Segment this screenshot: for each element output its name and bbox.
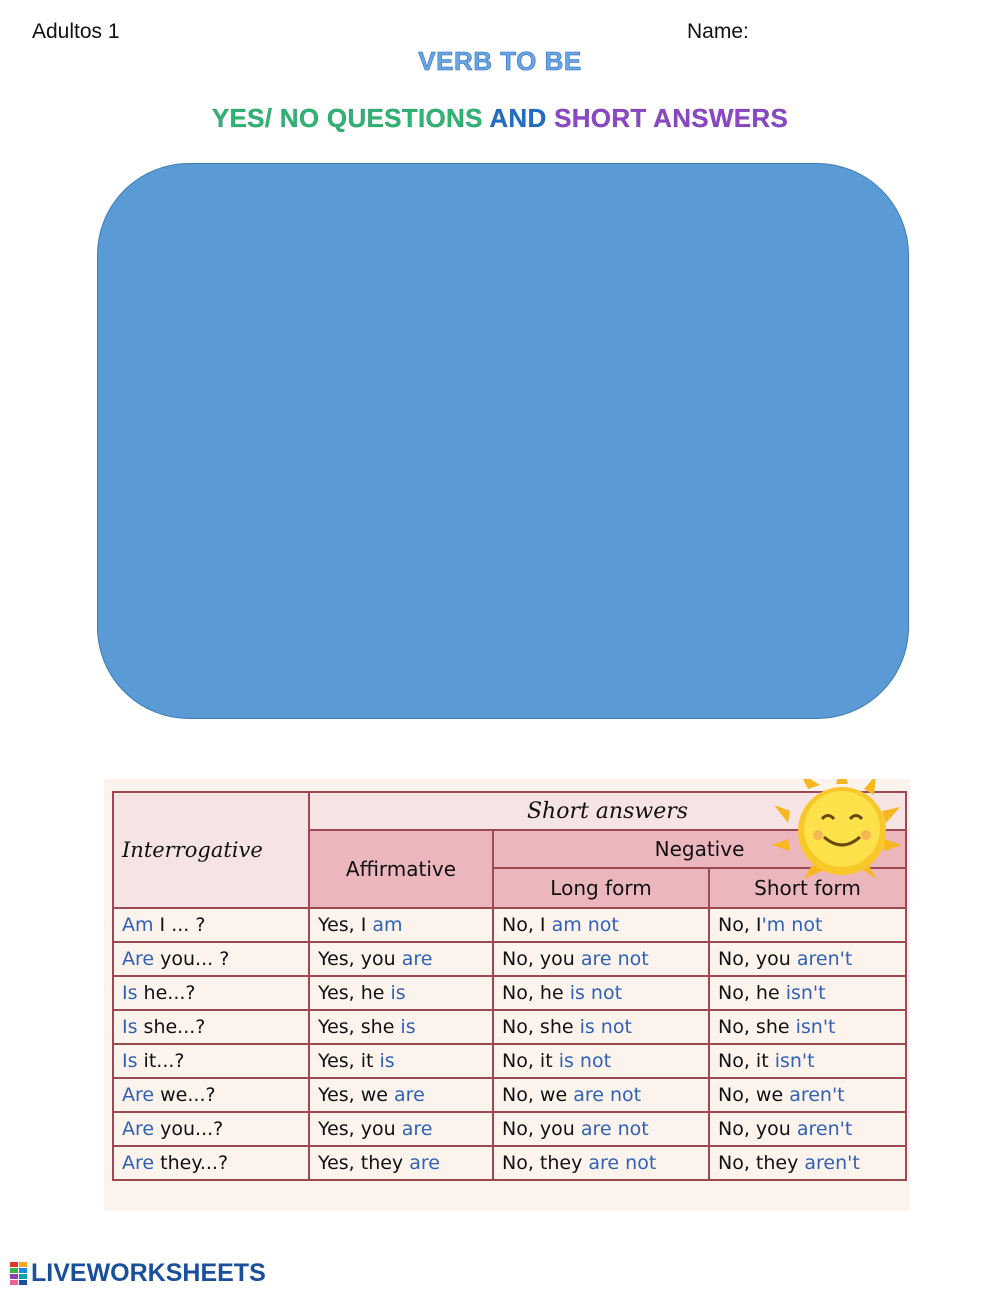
cell-long-form xyxy=(493,908,709,942)
brand-name: LIVEWORKSHEETS xyxy=(31,1259,266,1287)
question-subject: they...? xyxy=(154,1152,229,1174)
question-subject: she...? xyxy=(137,1016,206,1038)
table-row xyxy=(113,908,906,942)
table-row xyxy=(113,942,906,976)
cell-interrogative xyxy=(113,1010,309,1044)
cell-interrogative xyxy=(113,1112,309,1146)
question-subject: he...? xyxy=(137,982,196,1004)
answer-start: No, they xyxy=(718,1152,805,1174)
cell-affirmative xyxy=(309,1010,493,1044)
cell-interrogative xyxy=(113,976,309,1010)
question-verb: Are xyxy=(122,948,155,970)
cell-interrogative xyxy=(113,942,309,976)
question-subject: it...? xyxy=(137,1050,185,1072)
answer-start: No, you xyxy=(502,1118,581,1140)
answer-start: Yes, she xyxy=(318,1016,401,1038)
cell-short-form xyxy=(709,942,906,976)
answer-start: No, he xyxy=(718,982,786,1004)
answer-verb: are not xyxy=(580,1118,649,1140)
question-verb: Is xyxy=(122,982,138,1004)
answer-verb: are xyxy=(409,1152,440,1174)
cell-short-form xyxy=(709,908,906,942)
question-verb: Are xyxy=(122,1084,155,1106)
answer-verb: are xyxy=(401,948,433,970)
answer-start: No, he xyxy=(502,982,570,1004)
answer-verb: are not xyxy=(573,1084,642,1106)
answer-start: Yes, they xyxy=(318,1152,410,1174)
answer-start: Yes, I xyxy=(318,914,373,936)
cell-long-form xyxy=(493,1044,709,1078)
answer-start: No, I xyxy=(718,914,762,936)
answer-verb: is xyxy=(390,982,406,1004)
answer-start: No, they xyxy=(502,1152,589,1174)
table-row xyxy=(113,1044,906,1078)
table-row xyxy=(113,1010,906,1044)
answer-verb: 'm not xyxy=(761,914,823,936)
answer-verb: aren't xyxy=(796,948,853,970)
answer-start: Yes, you xyxy=(318,948,402,970)
answer-verb: is not xyxy=(558,1050,612,1072)
page-subtitle xyxy=(0,103,1000,134)
answer-start: No, it xyxy=(718,1050,775,1072)
cell-interrogative xyxy=(113,1044,309,1078)
cell-affirmative xyxy=(309,942,493,976)
page-title: VERB TO BE xyxy=(418,46,582,76)
name-label: Name: xyxy=(687,20,749,43)
question-subject: we...? xyxy=(154,1084,216,1106)
cell-short-form xyxy=(709,1078,906,1112)
answer-start: Yes, he xyxy=(318,982,391,1004)
table-row xyxy=(113,1078,906,1112)
cell-long-form xyxy=(493,1010,709,1044)
cell-short-form xyxy=(709,976,906,1010)
answer-start: No, we xyxy=(718,1084,790,1106)
header-negative: Negative xyxy=(493,830,906,868)
cell-affirmative xyxy=(309,1044,493,1078)
cell-interrogative xyxy=(113,1146,309,1180)
header-short-form: Short form xyxy=(709,868,906,908)
subtitle-part-short-answers: SHORT ANSWERS xyxy=(554,103,789,133)
cell-long-form xyxy=(493,1112,709,1146)
answer-drop-area[interactable] xyxy=(97,163,909,719)
answer-start: No, you xyxy=(502,948,581,970)
answer-verb: is not xyxy=(579,1016,632,1038)
answer-verb: isn't xyxy=(774,1050,815,1072)
cell-affirmative xyxy=(309,1078,493,1112)
answer-verb: are not xyxy=(588,1152,657,1174)
answer-verb: is not xyxy=(569,982,623,1004)
answer-verb: am xyxy=(372,914,403,936)
answer-verb: isn't xyxy=(785,982,826,1004)
cell-long-form xyxy=(493,942,709,976)
answer-verb: isn't xyxy=(795,1016,836,1038)
answer-start: No, you xyxy=(718,948,797,970)
question-verb: Is xyxy=(122,1016,138,1038)
question-subject: you...? xyxy=(154,1118,224,1140)
course-label: Adultos 1 xyxy=(32,20,120,43)
answer-verb: am not xyxy=(551,914,619,936)
cell-short-form xyxy=(709,1010,906,1044)
table-row xyxy=(113,976,906,1010)
answer-start: No, I xyxy=(502,914,552,936)
cell-affirmative xyxy=(309,908,493,942)
liveworksheets-logo-icon xyxy=(10,1262,28,1286)
subtitle-part-questions: YES/ NO QUESTIONS xyxy=(211,103,490,133)
answer-start: No, you xyxy=(718,1118,797,1140)
answer-verb: are not xyxy=(580,948,649,970)
question-verb: Are xyxy=(122,1118,155,1140)
question-subject: you... ? xyxy=(154,948,230,970)
answer-verb: are xyxy=(394,1084,425,1106)
sun-icon xyxy=(772,779,910,879)
cell-long-form xyxy=(493,1146,709,1180)
answer-verb: is xyxy=(379,1050,395,1072)
cell-affirmative xyxy=(309,1112,493,1146)
answer-start: No, she xyxy=(718,1016,796,1038)
answer-verb: are xyxy=(401,1118,433,1140)
question-verb: Is xyxy=(122,1050,138,1072)
answer-start: Yes, it xyxy=(318,1050,380,1072)
answer-start: No, she xyxy=(502,1016,580,1038)
question-verb: Am xyxy=(122,914,154,936)
cell-long-form xyxy=(493,1078,709,1112)
subtitle-part-and: AND xyxy=(489,103,555,133)
header-interrogative: Interrogative xyxy=(113,792,309,908)
question-verb: Are xyxy=(122,1152,155,1174)
answer-start: Yes, we xyxy=(318,1084,395,1106)
cell-affirmative xyxy=(309,1146,493,1180)
cell-short-form xyxy=(709,1044,906,1078)
table-row xyxy=(113,1112,906,1146)
header-affirmative: Affirmative xyxy=(309,830,493,908)
header-long-form: Long form xyxy=(493,868,709,908)
cell-short-form xyxy=(709,1146,906,1180)
cell-interrogative xyxy=(113,1078,309,1112)
cell-long-form xyxy=(493,976,709,1010)
header-short-answers: Short answers xyxy=(309,792,906,830)
answer-verb: is xyxy=(400,1016,416,1038)
answer-verb: aren't xyxy=(796,1118,853,1140)
answer-start: Yes, you xyxy=(318,1118,402,1140)
table-row xyxy=(113,1146,906,1180)
answer-verb: aren't xyxy=(789,1084,845,1106)
question-subject: I ... ? xyxy=(153,914,206,936)
sun-decoration xyxy=(772,779,910,879)
cell-affirmative xyxy=(309,976,493,1010)
cell-short-form xyxy=(709,1112,906,1146)
answer-verb: aren't xyxy=(804,1152,860,1174)
footer-brand xyxy=(10,1259,266,1288)
cell-interrogative xyxy=(113,908,309,942)
answer-start: No, we xyxy=(502,1084,574,1106)
answer-start: No, it xyxy=(502,1050,559,1072)
